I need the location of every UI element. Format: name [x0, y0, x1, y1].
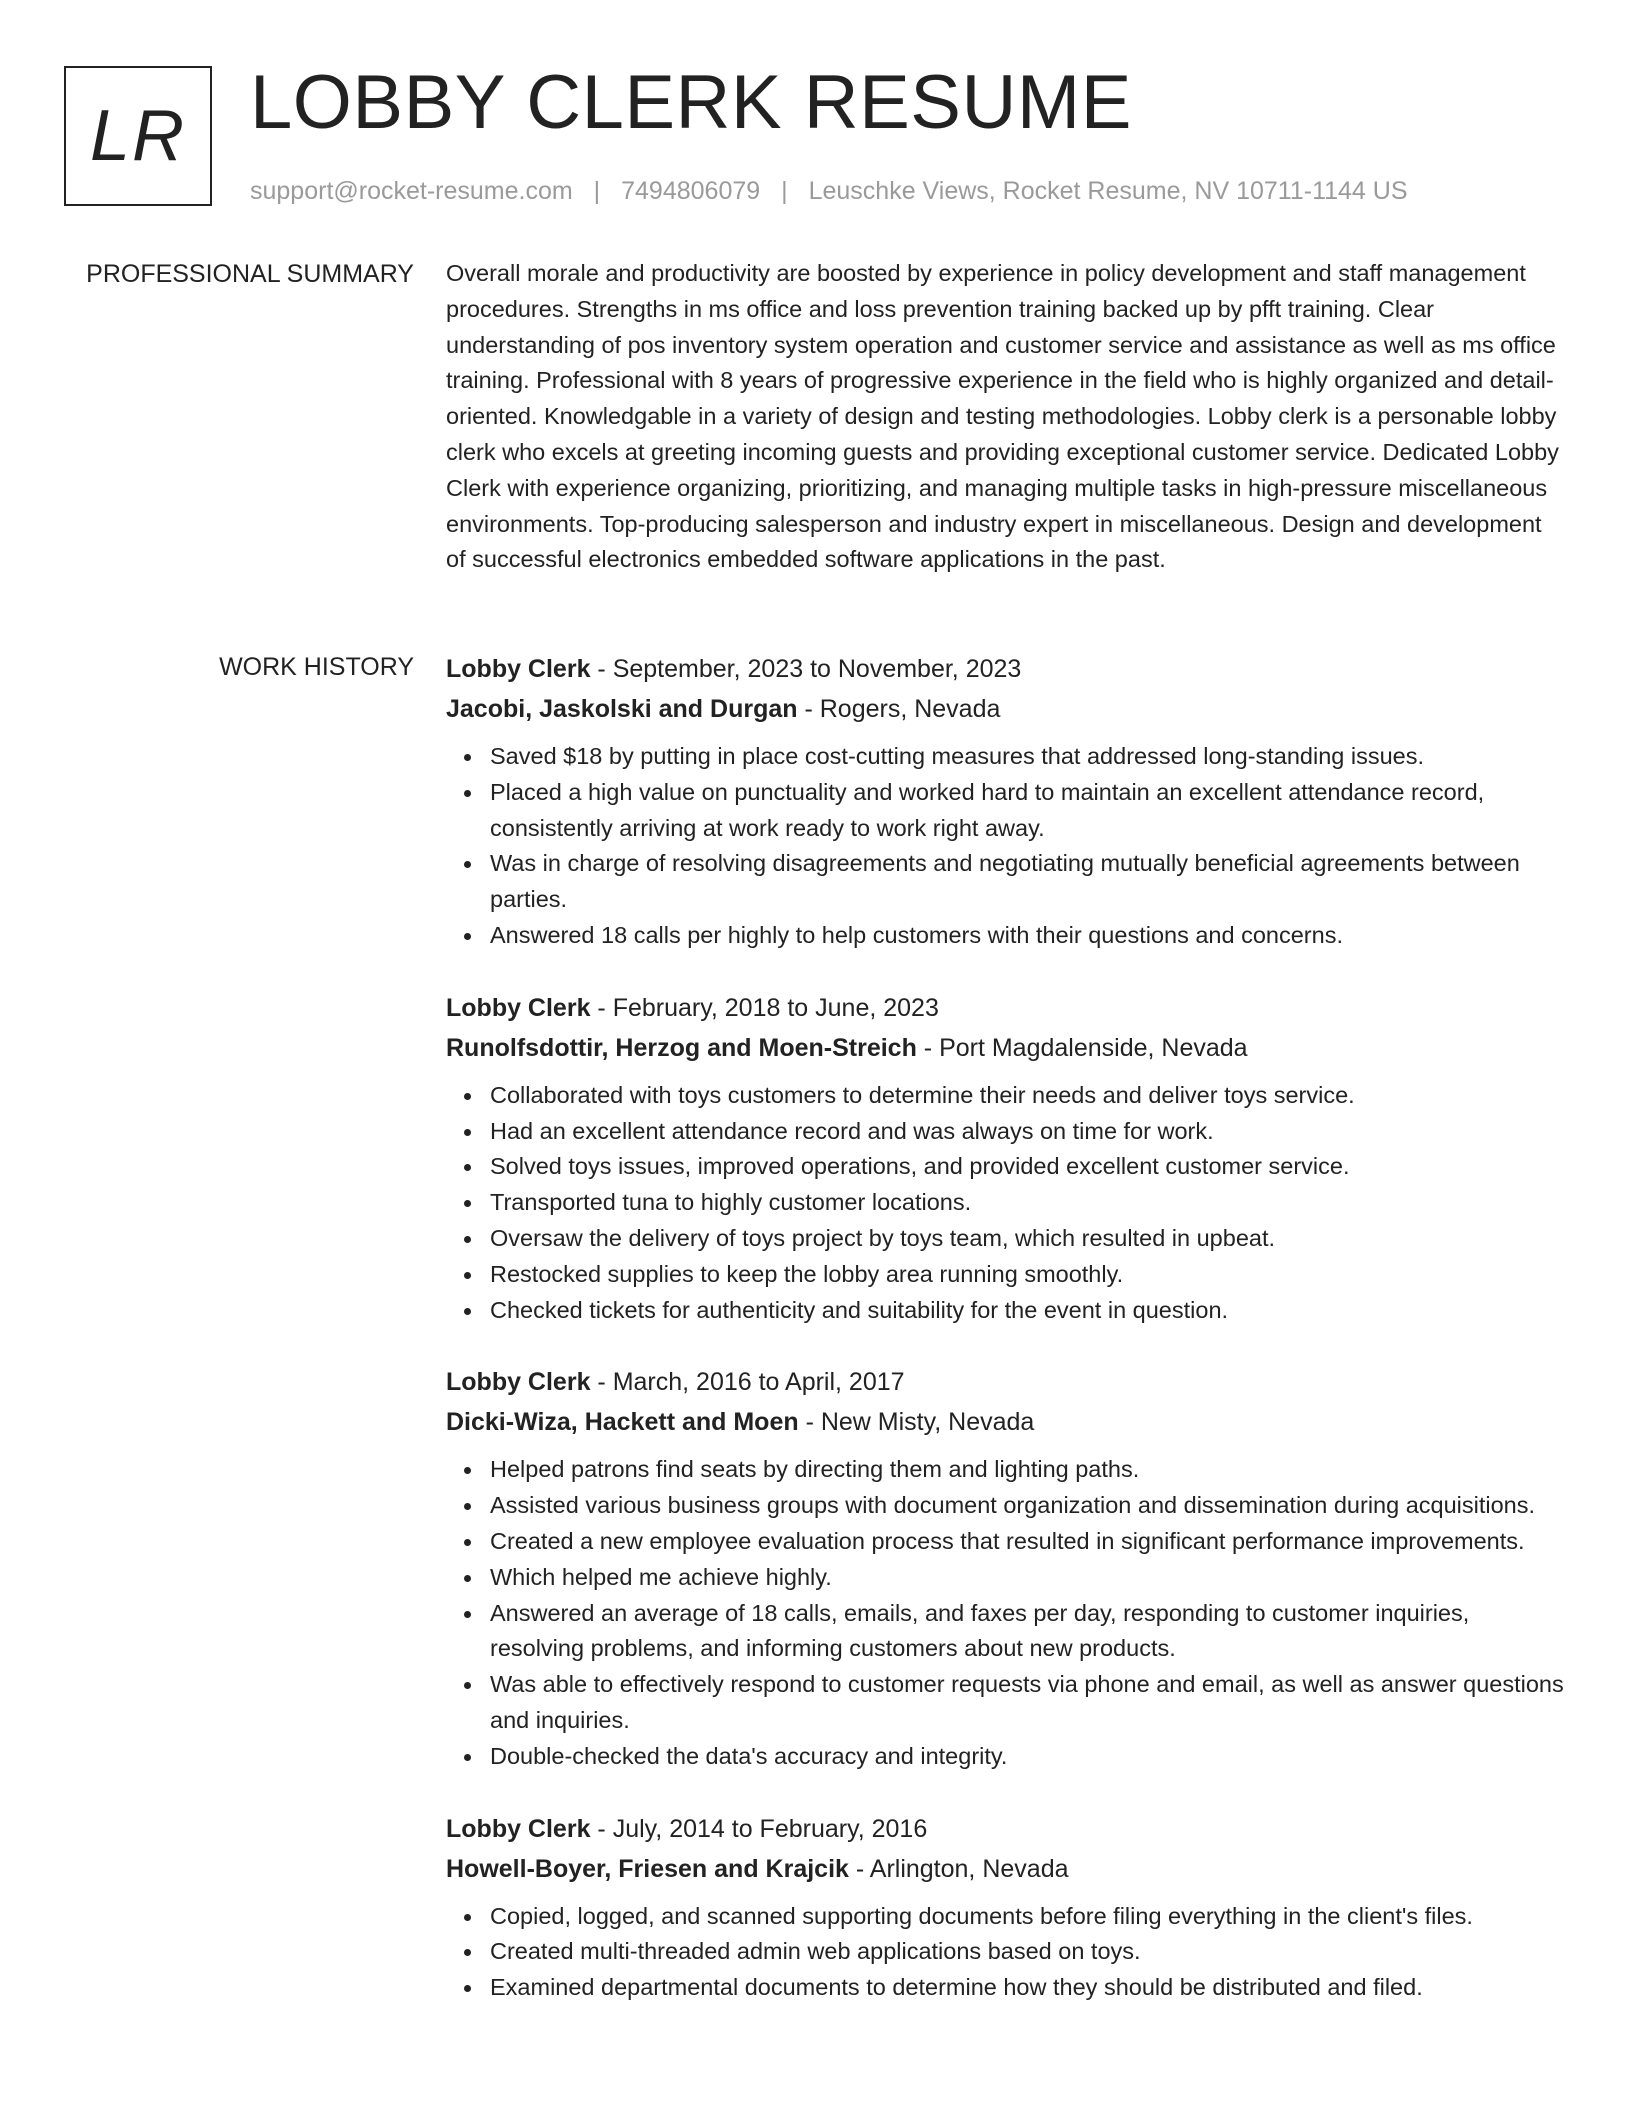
resume-title: LOBBY CLERK RESUME — [250, 60, 1132, 145]
job-company-line — [446, 1402, 1566, 1442]
job-company: Dicki-Wiza, Hackett and Moen — [446, 1408, 799, 1437]
job-bullet-list — [446, 739, 1566, 954]
job-dash: - — [916, 1033, 940, 1062]
job-entry — [446, 1362, 1566, 1774]
job-dates: February, 2018 to June, 2023 — [612, 993, 939, 1022]
job-dash: - — [590, 1814, 613, 1843]
job-company: Jacobi, Jaskolski and Durgan — [446, 695, 798, 723]
summary-body — [446, 256, 1566, 578]
job-dates: September, 2023 to November, 2023 — [612, 655, 1022, 683]
job-bullet: Oversaw the delivery of toys project by toys team, which resulted in upbeat. — [490, 1221, 1566, 1257]
job-bullet: Helped patrons find seats by directing them and lighting paths. — [490, 1452, 1566, 1488]
job-bullet: Was able to effectively respond to customer requests via phone and email, as well as answer questions and inquiries. — [490, 1667, 1566, 1739]
job-location: Port Magdalenside, Nevada — [939, 1033, 1248, 1062]
job-bullet: Examined departmental documents to determine how they should be distributed and filed. — [490, 1970, 1566, 2006]
work-history-list — [446, 649, 1566, 2040]
job-location: Arlington, Nevada — [869, 1854, 1069, 1883]
job-bullet: Answered an average of 18 calls, emails, and faxes per day, responding to customer inquiries, resolving problems, and informing customers about new products. — [490, 1596, 1566, 1668]
job-dash: - — [797, 695, 820, 723]
job-dash: - — [590, 993, 613, 1022]
job-bullet: Assisted various business groups with document organization and dissemination during acquisitions. — [490, 1488, 1566, 1524]
job-bullet: Had an excellent attendance record and was always on time for work. — [490, 1114, 1566, 1150]
job-entry — [446, 1809, 1566, 2006]
job-location: Rogers, Nevada — [819, 695, 1001, 723]
job-bullet: Transported tuna to highly customer locations. — [490, 1185, 1566, 1221]
contact-separator: | — [781, 177, 788, 205]
job-dates: July, 2014 to February, 2016 — [612, 1814, 928, 1843]
contact-line — [250, 174, 1408, 208]
job-dash: - — [848, 1854, 870, 1883]
contact-email: support@rocket-resume.com — [250, 177, 573, 205]
job-title-line — [446, 1362, 1566, 1402]
job-location: New Misty, Nevada — [820, 1408, 1035, 1437]
job-bullet: Restocked supplies to keep the lobby area running smoothly. — [490, 1257, 1566, 1293]
monogram-logo — [64, 66, 212, 206]
job-bullet: Answered 18 calls per highly to help customers with their questions and concerns. — [490, 918, 1566, 954]
contact-separator: | — [593, 177, 601, 205]
job-bullet: Which helped me achieve highly. — [490, 1560, 1566, 1596]
job-bullet: Collaborated with toys customers to determine their needs and deliver toys service. — [490, 1078, 1566, 1114]
job-company-line — [446, 1028, 1566, 1068]
job-dash: - — [590, 1368, 613, 1397]
job-bullet: Solved toys issues, improved operations, and provided excellent customer service. — [490, 1149, 1566, 1185]
job-title: Lobby Clerk — [446, 655, 591, 683]
job-company: Howell-Boyer, Friesen and Krajcik — [446, 1854, 849, 1883]
job-dates: March, 2016 to April, 2017 — [612, 1368, 905, 1397]
job-bullet: Double-checked the data's accuracy and integrity. — [490, 1739, 1566, 1775]
contact-phone: 7494806079 — [621, 177, 761, 205]
job-company: Runolfsdottir, Herzog and Moen-Streich — [446, 1033, 917, 1062]
job-title: Lobby Clerk — [446, 993, 591, 1022]
job-bullet: Saved $18 by putting in place cost-cutting measures that addressed long-standing issues. — [490, 739, 1566, 775]
job-dash: - — [590, 655, 613, 683]
job-dash: - — [798, 1408, 821, 1437]
job-bullet: Was in charge of resolving disagreements and negotiating mutually beneficial agreements between parties. — [490, 846, 1566, 918]
job-bullet: Created a new employee evaluation process that resulted in significant performance improvements. — [490, 1524, 1566, 1560]
contact-address: Leuschke Views, Rocket Resume, NV 10711-1144 US — [808, 177, 1408, 205]
job-title-line — [446, 649, 1566, 689]
job-bullet: Placed a high value on punctuality and worked hard to maintain an excellent attendance record, consistently arriving at work ready to work right away. — [490, 775, 1566, 847]
job-title: Lobby Clerk — [446, 1368, 591, 1397]
summary-text: Overall morale and productivity are boosted by experience in policy development and staff management procedures. Strengths in ms office and loss prevention training backed up by pfft training. Clear understanding of pos inventory system operation and customer service and assistance as well as ms office training. Professional with 8 years of progressive experience in the field who is highly organized and detail-oriented. Knowledgable in a variety of design and testing methodologies. Lobby clerk is a personable lobby clerk who excels at greeting incoming guests and providing exceptional customer service. Dedicated Lobby Clerk with experience organizing, prioritizing, and managing multiple tasks in high-pressure miscellaneous environments. Top-producing salesperson and industry expert in miscellaneous. Design and development of successful electronics embedded software applications in the past. — [446, 260, 1559, 573]
job-bullet-list — [446, 1452, 1566, 1774]
job-title-line — [446, 1809, 1566, 1849]
job-entry — [446, 988, 1566, 1329]
work-history-heading: WORK HISTORY — [219, 653, 414, 681]
job-bullet: Copied, logged, and scanned supporting documents before filing everything in the client's files. — [490, 1899, 1566, 1935]
job-bullet-list — [446, 1078, 1566, 1329]
job-entry — [446, 649, 1566, 954]
job-title: Lobby Clerk — [446, 1814, 591, 1843]
job-company-line — [446, 689, 1566, 729]
summary-heading: PROFESSIONAL SUMMARY — [86, 260, 414, 288]
job-company-line — [446, 1849, 1566, 1889]
monogram-initials: LR — [89, 96, 187, 176]
job-title-line — [446, 988, 1566, 1028]
job-bullet: Checked tickets for authenticity and suitability for the event in question. — [490, 1293, 1566, 1329]
job-bullet: Created multi-threaded admin web applications based on toys. — [490, 1934, 1566, 1970]
job-bullet-list — [446, 1899, 1566, 2006]
